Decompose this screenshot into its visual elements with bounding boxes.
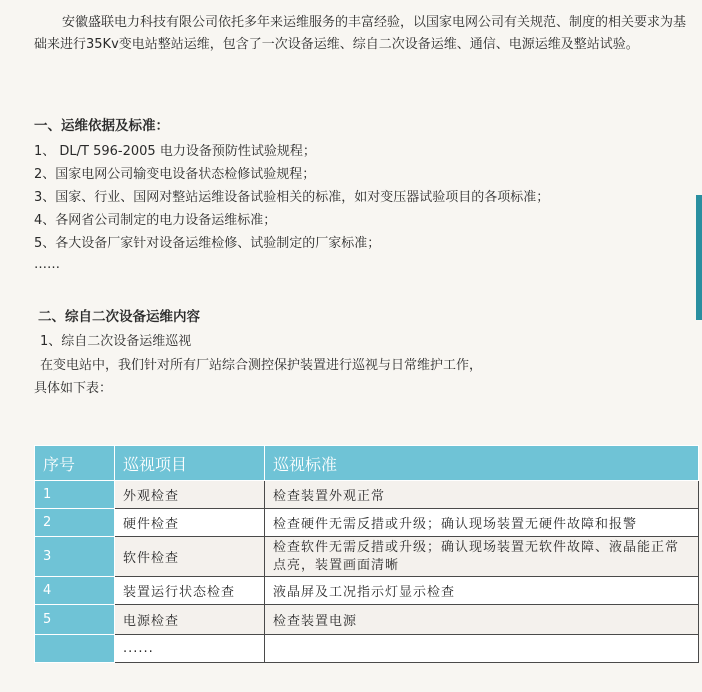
table-row [35, 481, 699, 509]
intro-paragraph: 安徽盛联电力科技有限公司依托多年来运维服务的丰富经验，以国家电网公司有关规范、制度的相关要求为基础来进行35Kv变电站整站运维，包含了一次设备运维、综自二次设备运维、通信、电源运维及整站试验。 [34, 15, 687, 52]
row-standard: 检查硬件无需反措或升级；确认现场装置无硬件故障和报警 [265, 509, 699, 537]
edge-accent-bar [696, 195, 702, 320]
section2-description: 在变电站中，我们针对所有厂站综合测控保护装置进行巡视与日常维护工作， [40, 358, 483, 373]
row-standard: 检查软件无需反措或升级；确认现场装置无软件故障、液晶能正常点亮，装置画面清晰 [265, 537, 699, 577]
header-index: 序号 [35, 446, 115, 481]
inspection-table [34, 445, 699, 663]
standard-item: 1、 DL/T 596-2005 电力设备预防性试验规程； [34, 144, 316, 159]
row-item: 装置运行状态检查 [115, 577, 265, 605]
table-row [35, 537, 699, 577]
section2-description: 具体如下表： [34, 381, 113, 396]
row-index: 4 [35, 577, 115, 605]
row-standard: 检查装置外观正常 [265, 481, 699, 509]
row-index [35, 635, 115, 663]
table-row [35, 577, 699, 605]
standard-item: 2、国家电网公司输变电设备状态检修试验规程； [34, 167, 316, 182]
row-standard: 检查装置电源 [265, 605, 699, 635]
header-standard: 巡视标准 [265, 446, 699, 481]
row-item-ellipsis: ...... [115, 635, 265, 663]
standard-item: 3、国家、行业、国网对整站运维设备试验相关的标准，如对变压器试验项目的各项标准； [34, 190, 550, 205]
row-index: 5 [35, 605, 115, 635]
row-standard: 液晶屏及工况指示灯显示检查 [265, 577, 699, 605]
section1-title: 一、运维依据及标准： [34, 118, 169, 134]
table-row [35, 509, 699, 537]
standard-item: 4、各网省公司制定的电力设备运维标准； [34, 213, 277, 228]
section2-subtitle: 1、综自二次设备运维巡视 [40, 334, 192, 349]
table-row [35, 605, 699, 635]
row-item: 外观检查 [115, 481, 265, 509]
row-standard [265, 635, 699, 663]
row-index: 3 [35, 537, 115, 577]
standard-item: 5、各大设备厂家针对设备运维检修、试验制定的厂家标准； [34, 236, 381, 251]
row-item: 电源检查 [115, 605, 265, 635]
table-row [35, 635, 699, 663]
section2-title: 二、综自二次设备运维内容 [38, 309, 200, 325]
header-item: 巡视项目 [115, 446, 265, 481]
ellipsis: …… [34, 257, 60, 272]
row-index: 2 [35, 509, 115, 537]
row-item: 硬件检查 [115, 509, 265, 537]
row-index: 1 [35, 481, 115, 509]
table-header-row [35, 446, 699, 481]
row-item: 软件检查 [115, 537, 265, 577]
